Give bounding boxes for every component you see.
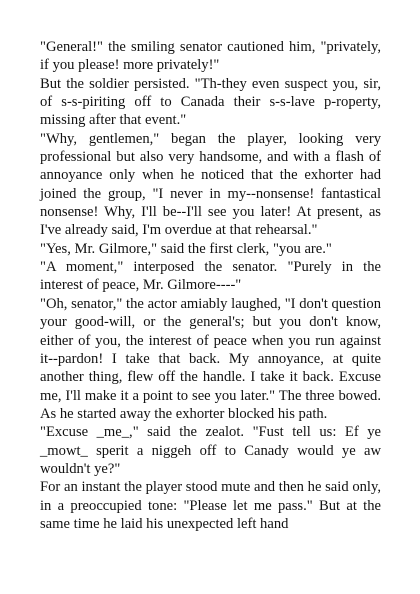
paragraph-5: "A moment," interposed the senator. "Purely in the interest of peace, Mr. Gilmore----" xyxy=(40,259,381,294)
paragraph-1: "General!" the smiling senator cautioned him, "privately, if you please! more privately!" xyxy=(40,39,381,74)
paragraph-3: "Why, gentlemen," began the player, looking very professional but also very handsome, and with a flash of annoyance only when he noticed that the exhorter had joined the group, "I never in my--nonsense! fantastical nonsense! Why, I'll be--I'll see you later! At present, as I've already said, I'm overdue at that rehearsal." xyxy=(40,130,381,239)
paragraph-8: For an instant the player stood mute and then he said only, in a preoccupied tone: "Please let me pass." But at the same time he laid his unexpected left hand xyxy=(40,479,381,532)
page-text-block xyxy=(40,38,381,533)
paragraph-7: "Excuse _me_," said the zealot. "Fust tell us: Ef ye _mowt_ sperit a niggeh off to Canady would ye aw wouldn't ye?" xyxy=(40,424,381,477)
paragraph-2: But the soldier persisted. "Th-they even suspect you, sir, of s-s-piriting off to Canada their s-s-lave p-roperty, missing after that event." xyxy=(40,75,381,129)
paragraph-6: "Oh, senator," the actor amiably laughed, "I don't question your good-will, or the general's; but you don't know, either of you, the interest of peace when you run against it--pardon! I take that back. My annoyance, at quite another thing, flew off the handle. I take it back. Excuse me, I'll make it a point to see you later." The three bowed. As he started away the exhorter blocked his path. xyxy=(40,295,381,422)
paragraph-4: "Yes, Mr. Gilmore," said the first clerk, "you are." xyxy=(40,240,332,257)
